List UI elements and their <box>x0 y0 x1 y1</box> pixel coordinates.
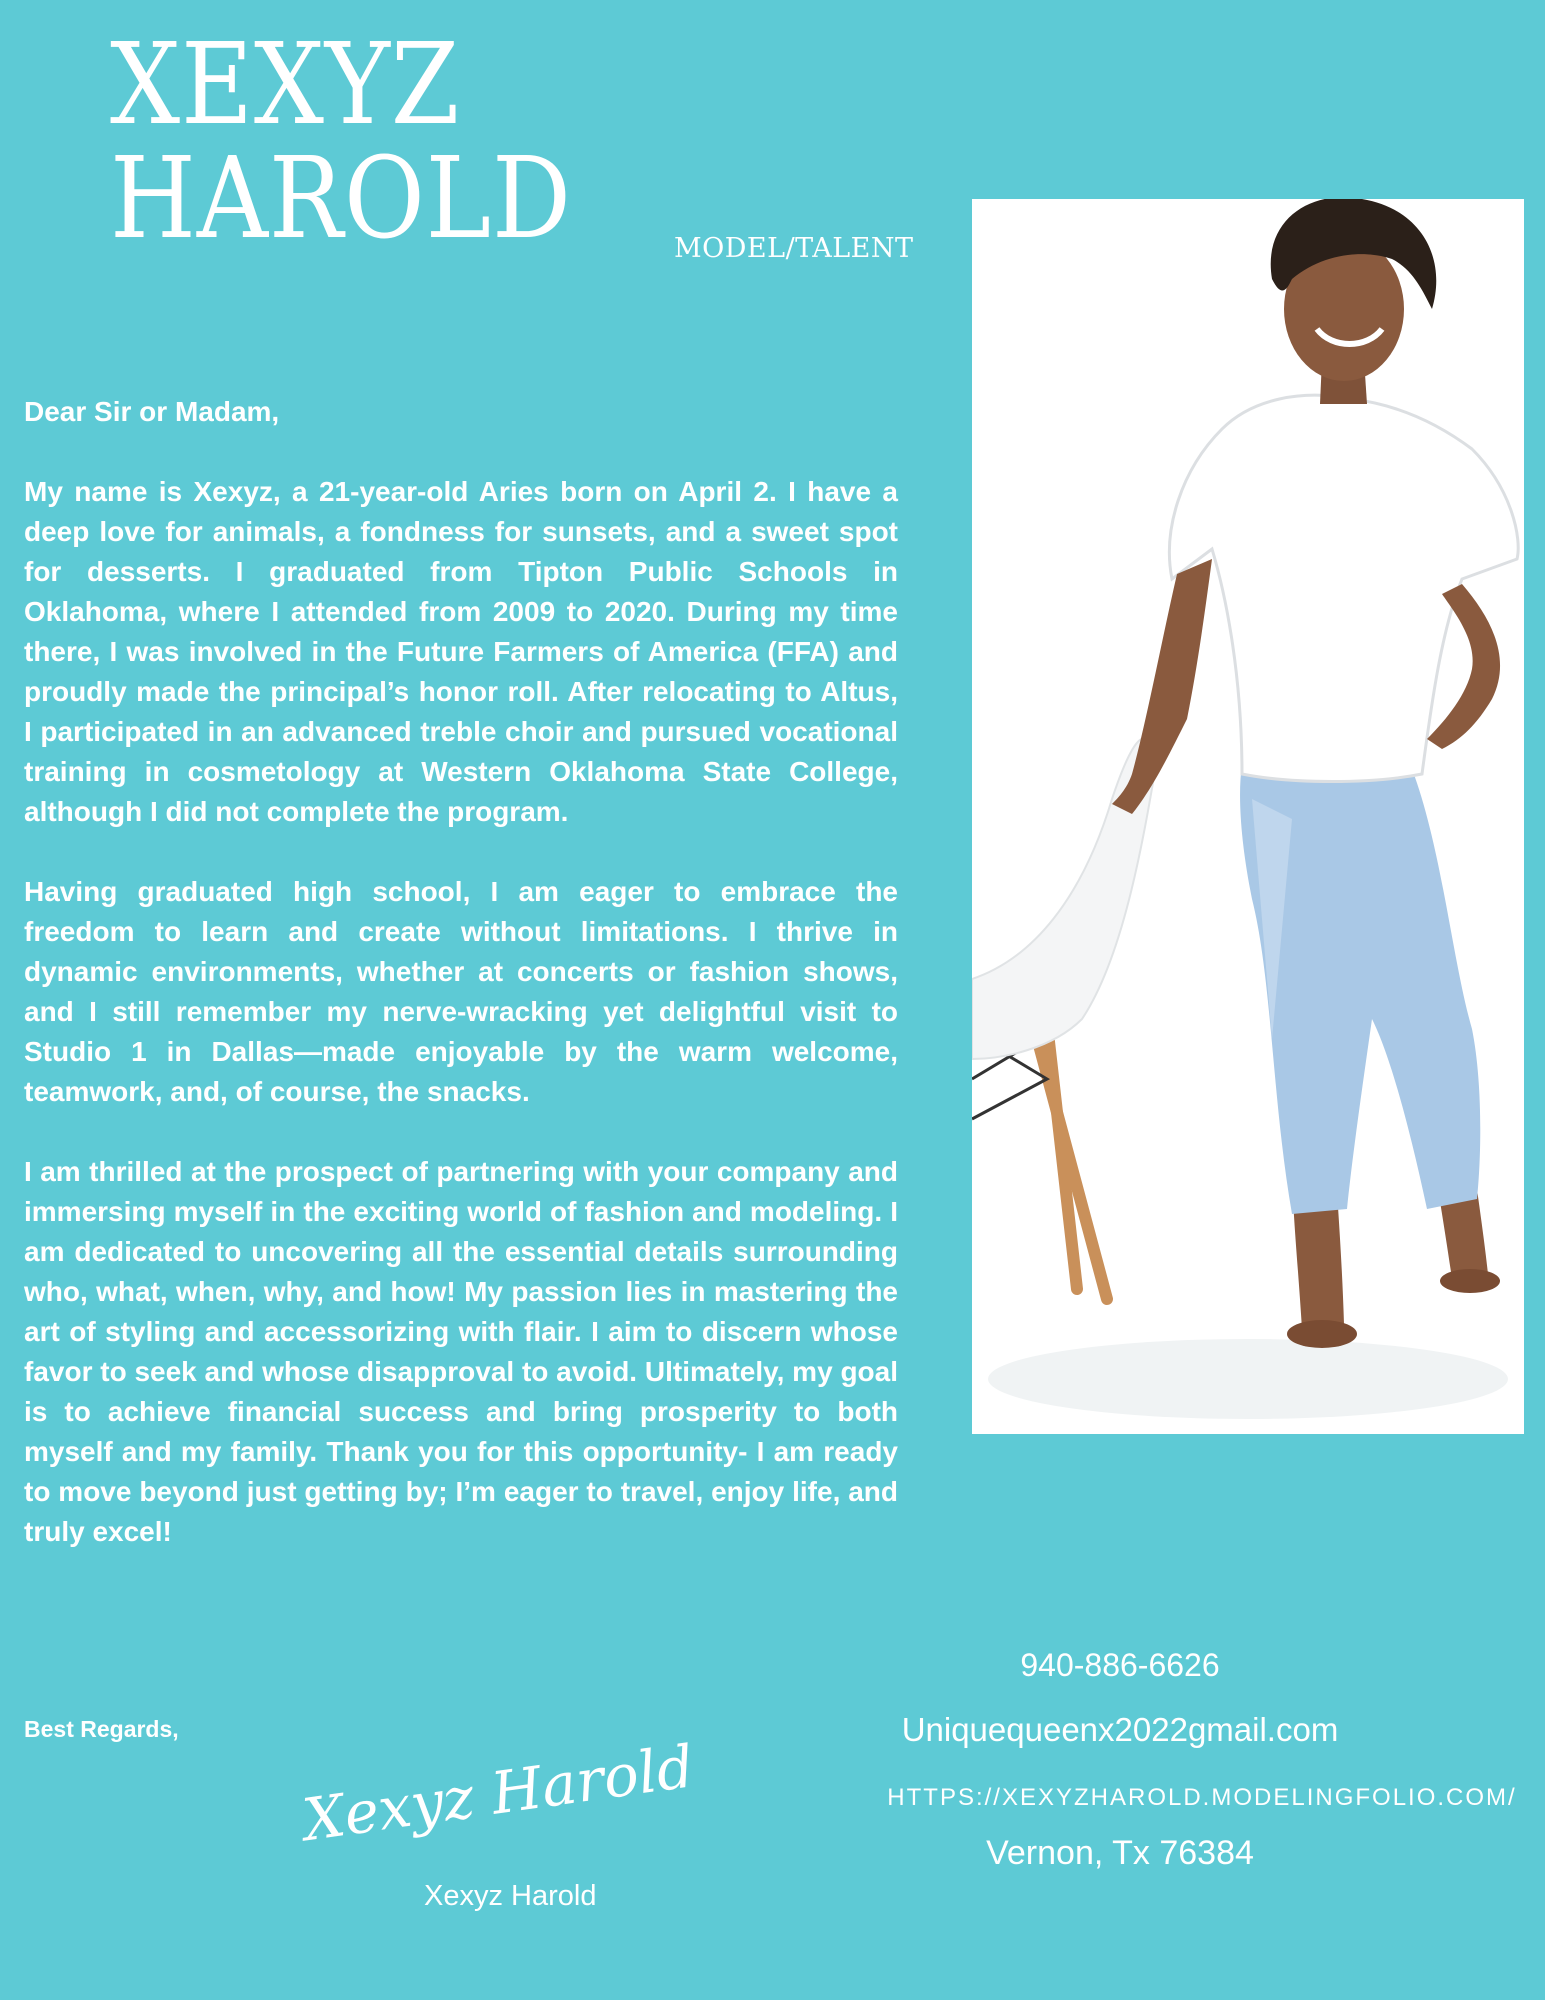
contact-phone: 940-886-6626 <box>1020 1647 1220 1683</box>
first-name: XEXYZ <box>110 20 461 150</box>
role-subtitle: MODEL/TALENT <box>674 233 914 264</box>
signer-name: Xexyz Harold <box>424 1880 597 1912</box>
letter-paragraph: My name is Xexyz, a 21-year-old Aries born on April 2. I have a deep love for animals, a fondness for sunsets, and a sweet spot for desserts. I graduated from Tipton Public Schools in Oklahoma, where I attended from 2009 to 2020. During my time there, I was involved in the Future Farmers of America (FFA) and proudly made the principal’s honor roll. After relocating to Altus, I participated in an advanced treble choir and pursued vocational training in cosmetology at Western Oklahoma State College, although I did not complete the program. <box>24 476 898 827</box>
contact-email[interactable]: Uniquequeenx2022gmail.com <box>901 1711 1339 1748</box>
letter-paragraph: Having graduated high school, I am eager to embrace the freedom to learn and create without limitations. I thrive in dynamic environments, whether at concerts or fashion shows, and I still remember my nerve-wracking yet delightful visit to Studio 1 in Dallas—made enjoyable by the warm welcome, teamwork, and, of course, the snacks. <box>24 876 898 1107</box>
cover-letter-body <box>24 392 898 1592</box>
contact-location: Vernon, Tx 76384 <box>986 1834 1254 1872</box>
letter-closing: Best Regards, <box>24 1716 179 1742</box>
svg-text:Xexyz Harold: Xexyz Harold <box>298 1732 699 1855</box>
letter-paragraph: I am thrilled at the prospect of partnering with your company and immersing myself in the exciting world of fashion and modeling. I am dedicated to uncovering all the essential details surrounding who, what, when, why, and how! My passion lies in mastering the art of styling and accessorizing with flair. I aim to discern whose favor to seek and whose disapproval to avoid. Ultimately, my goal is to achieve financial success and bring prosperity to both myself and my family. Thank you for this opportunity- I am ready to move beyond just getting by; I’m eager to travel, enjoy life, and truly excel! <box>24 1156 898 1547</box>
letter-greeting: Dear Sir or Madam, <box>24 396 280 427</box>
model-photo <box>972 199 1524 1434</box>
contact-website[interactable]: HTTPS://XEXYZHAROLD.MODELINGFOLIO.COM/ <box>887 1784 1517 1811</box>
handwritten-signature <box>290 1690 750 1860</box>
last-name: HAROLD <box>110 134 572 264</box>
page-title <box>110 20 572 264</box>
model-photo-illustration <box>972 199 1524 1434</box>
